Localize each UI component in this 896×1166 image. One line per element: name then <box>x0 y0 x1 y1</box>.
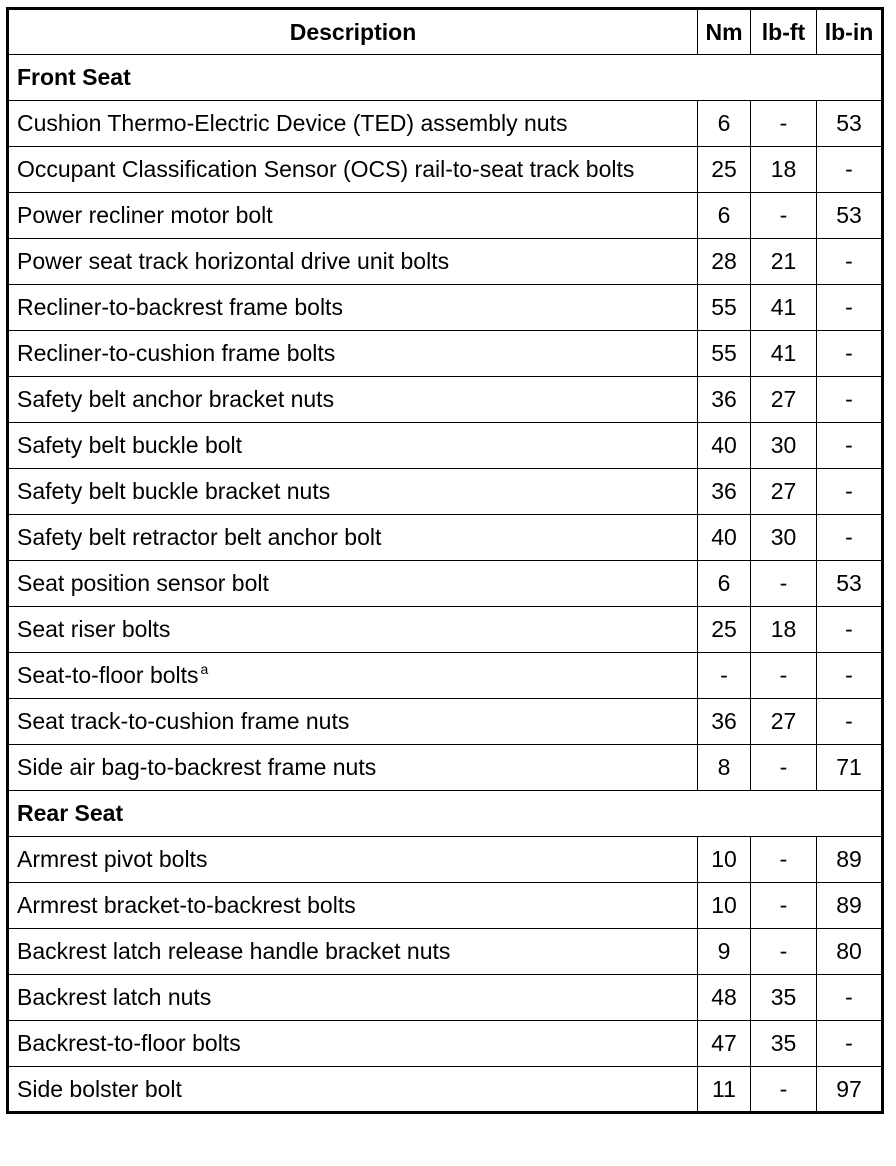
row-lb-in-value: - <box>817 699 883 745</box>
row-lb-ft-value: 35 <box>751 975 817 1021</box>
table-row <box>8 745 883 791</box>
table-row <box>8 607 883 653</box>
row-nm-value: 55 <box>698 285 751 331</box>
row-description <box>8 1067 698 1113</box>
description-text: Seat riser bolts <box>17 616 171 642</box>
row-nm-value: 25 <box>698 607 751 653</box>
description-text: Power seat track horizontal drive unit bolts <box>17 248 450 274</box>
row-lb-in-value: - <box>817 607 883 653</box>
table-row <box>8 239 883 285</box>
row-description <box>8 745 698 791</box>
row-nm-value: 40 <box>698 515 751 561</box>
row-lb-ft-value: - <box>751 653 817 699</box>
row-description <box>8 285 698 331</box>
table-row <box>8 331 883 377</box>
row-lb-in-value: - <box>817 239 883 285</box>
table-row <box>8 975 883 1021</box>
row-lb-ft-value: - <box>751 193 817 239</box>
table-row <box>8 515 883 561</box>
header-row <box>8 9 883 55</box>
row-lb-in-value: 71 <box>817 745 883 791</box>
row-nm-value: 25 <box>698 147 751 193</box>
description-text: Armrest bracket-to-backrest bolts <box>17 892 356 918</box>
row-lb-ft-value: - <box>751 101 817 147</box>
row-lb-in-value: 97 <box>817 1067 883 1113</box>
row-nm-value: 10 <box>698 837 751 883</box>
row-nm-value: 11 <box>698 1067 751 1113</box>
row-lb-in-value: - <box>817 975 883 1021</box>
description-text: Power recliner motor bolt <box>17 202 273 228</box>
row-lb-ft-value: 41 <box>751 331 817 377</box>
row-lb-in-value: - <box>817 1021 883 1067</box>
row-nm-value: 47 <box>698 1021 751 1067</box>
row-description <box>8 607 698 653</box>
table-row <box>8 1021 883 1067</box>
section-title: Front Seat <box>8 55 883 101</box>
row-description <box>8 101 698 147</box>
row-lb-ft-value: 27 <box>751 377 817 423</box>
footnote-marker: a <box>200 661 209 677</box>
description-text: Side air bag-to-backrest frame nuts <box>17 754 377 780</box>
row-description <box>8 331 698 377</box>
header-lb-in: lb-in <box>817 9 883 55</box>
row-nm-value: 10 <box>698 883 751 929</box>
row-description <box>8 561 698 607</box>
row-lb-in-value: - <box>817 469 883 515</box>
row-lb-in-value: 53 <box>817 561 883 607</box>
row-lb-ft-value: - <box>751 745 817 791</box>
torque-spec-table <box>6 7 884 1114</box>
description-text: Seat position sensor bolt <box>17 570 269 596</box>
row-description <box>8 929 698 975</box>
table-row <box>8 699 883 745</box>
row-nm-value: 48 <box>698 975 751 1021</box>
row-nm-value: 6 <box>698 561 751 607</box>
row-description <box>8 147 698 193</box>
table-row <box>8 837 883 883</box>
table-body <box>8 55 883 1113</box>
table-row <box>8 561 883 607</box>
row-nm-value: 28 <box>698 239 751 285</box>
row-lb-ft-value: 18 <box>751 147 817 193</box>
row-description <box>8 1021 698 1067</box>
row-nm-value: 9 <box>698 929 751 975</box>
table-row <box>8 285 883 331</box>
description-text: Backrest latch release handle bracket nuts <box>17 938 451 964</box>
row-nm-value: 8 <box>698 745 751 791</box>
description-text: Seat-to-floor bolts <box>17 662 199 688</box>
description-text: Backrest latch nuts <box>17 984 212 1010</box>
row-description <box>8 193 698 239</box>
table-row <box>8 101 883 147</box>
section-row <box>8 55 883 101</box>
row-lb-ft-value: 35 <box>751 1021 817 1067</box>
row-description <box>8 377 698 423</box>
description-text: Recliner-to-cushion frame bolts <box>17 340 336 366</box>
description-text: Cushion Thermo-Electric Device (TED) assembly nuts <box>17 110 568 136</box>
row-nm-value: 36 <box>698 699 751 745</box>
row-nm-value: - <box>698 653 751 699</box>
description-text: Recliner-to-backrest frame bolts <box>17 294 343 320</box>
row-lb-ft-value: 41 <box>751 285 817 331</box>
row-lb-ft-value: 18 <box>751 607 817 653</box>
description-text: Safety belt anchor bracket nuts <box>17 386 335 412</box>
row-lb-in-value: 53 <box>817 101 883 147</box>
header-nm: Nm <box>698 9 751 55</box>
row-nm-value: 36 <box>698 377 751 423</box>
row-nm-value: 40 <box>698 423 751 469</box>
row-lb-in-value: - <box>817 423 883 469</box>
table-row <box>8 423 883 469</box>
table-row <box>8 883 883 929</box>
row-description <box>8 837 698 883</box>
row-lb-in-value: - <box>817 147 883 193</box>
row-description <box>8 239 698 285</box>
description-text: Side bolster bolt <box>17 1075 182 1102</box>
row-description <box>8 515 698 561</box>
description-text: Safety belt buckle bolt <box>17 432 243 458</box>
table-row <box>8 147 883 193</box>
row-description <box>8 975 698 1021</box>
row-lb-ft-value: - <box>751 1067 817 1113</box>
row-description <box>8 653 698 699</box>
row-description <box>8 423 698 469</box>
row-lb-in-value: 89 <box>817 883 883 929</box>
header-description: Description <box>8 9 698 55</box>
row-description <box>8 883 698 929</box>
row-lb-ft-value: 30 <box>751 423 817 469</box>
table-row <box>8 653 883 699</box>
row-lb-ft-value: - <box>751 929 817 975</box>
table-row <box>8 1067 883 1113</box>
table-row <box>8 377 883 423</box>
description-text: Safety belt retractor belt anchor bolt <box>17 524 382 550</box>
row-nm-value: 36 <box>698 469 751 515</box>
description-text: Seat track-to-cushion frame nuts <box>17 708 350 734</box>
row-lb-ft-value: - <box>751 883 817 929</box>
row-lb-in-value: 89 <box>817 837 883 883</box>
section-row <box>8 791 883 837</box>
torque-spec-table-container <box>6 7 884 1114</box>
description-text: Occupant Classification Sensor (OCS) rail-to-seat track bolts <box>17 156 635 182</box>
description-text: Armrest pivot bolts <box>17 846 208 872</box>
table-row <box>8 193 883 239</box>
row-lb-in-value: 80 <box>817 929 883 975</box>
row-lb-in-value: - <box>817 515 883 561</box>
row-lb-ft-value: 27 <box>751 699 817 745</box>
row-lb-ft-value: 30 <box>751 515 817 561</box>
row-lb-in-value: 53 <box>817 193 883 239</box>
row-lb-ft-value: - <box>751 837 817 883</box>
section-title: Rear Seat <box>8 791 883 837</box>
table-row <box>8 469 883 515</box>
row-lb-ft-value: 27 <box>751 469 817 515</box>
row-lb-in-value: - <box>817 331 883 377</box>
row-lb-ft-value: 21 <box>751 239 817 285</box>
row-description <box>8 699 698 745</box>
table-row <box>8 929 883 975</box>
row-nm-value: 55 <box>698 331 751 377</box>
row-description <box>8 469 698 515</box>
row-lb-in-value: - <box>817 653 883 699</box>
row-nm-value: 6 <box>698 193 751 239</box>
row-lb-in-value: - <box>817 377 883 423</box>
description-text: Backrest-to-floor bolts <box>17 1030 241 1056</box>
row-lb-ft-value: - <box>751 561 817 607</box>
header-lb-ft: lb-ft <box>751 9 817 55</box>
row-lb-in-value: - <box>817 285 883 331</box>
row-nm-value: 6 <box>698 101 751 147</box>
description-text: Safety belt buckle bracket nuts <box>17 478 331 504</box>
